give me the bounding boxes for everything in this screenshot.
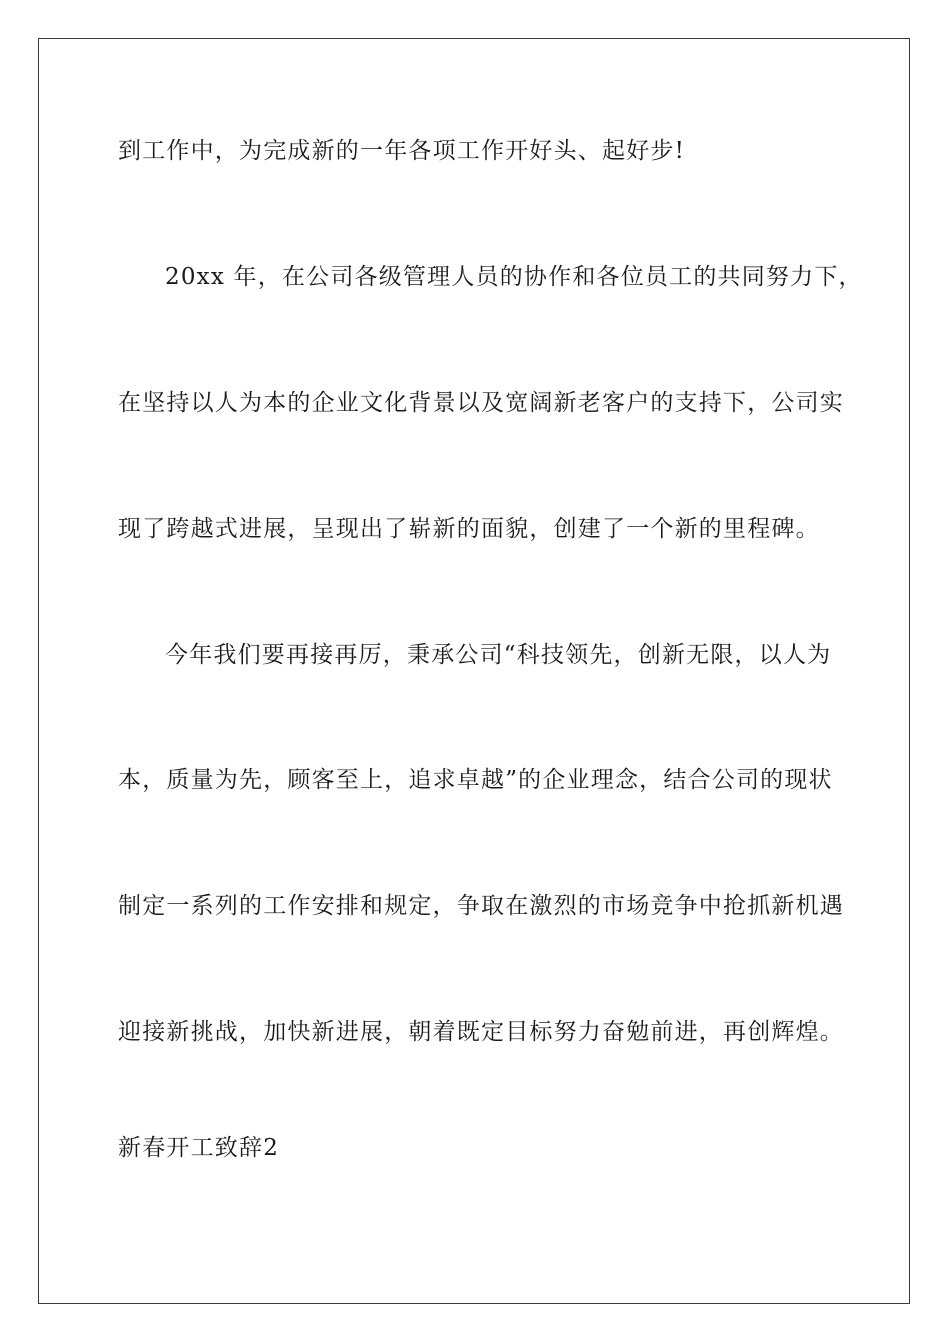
- paragraph-line: 制定一系列的工作安排和规定，争取在激烈的市场竞争中抢抓新机遇: [118, 893, 844, 919]
- page-border: [38, 38, 910, 1304]
- paragraph-line: 迎接新挑战，加快新进展，朝着既定目标努力奋勉前进，再创辉煌。: [118, 1019, 844, 1045]
- paragraph-line: 本，质量为先，顾客至上，追求卓越”的企业理念，结合公司的现状: [118, 767, 833, 793]
- paragraph-line: 在坚持以人为本的企业文化背景以及宽阔新老客户的支持下，公司实: [118, 390, 844, 416]
- paragraph-line: 到工作中，为完成新的一年各项工作开好头、起好步!: [118, 138, 686, 164]
- paragraph-line: 20xx 年，在公司各级管理人员的协作和各位员工的共同努力下，: [165, 264, 863, 290]
- paragraph-line: 现了跨越式进展，呈现出了崭新的面貌，创建了一个新的里程碑。: [118, 516, 820, 542]
- section-heading: 新春开工致辞2: [118, 1135, 280, 1161]
- paragraph-line: 今年我们要再接再厉，秉承公司“科技领先，创新无限，以人为: [165, 642, 832, 668]
